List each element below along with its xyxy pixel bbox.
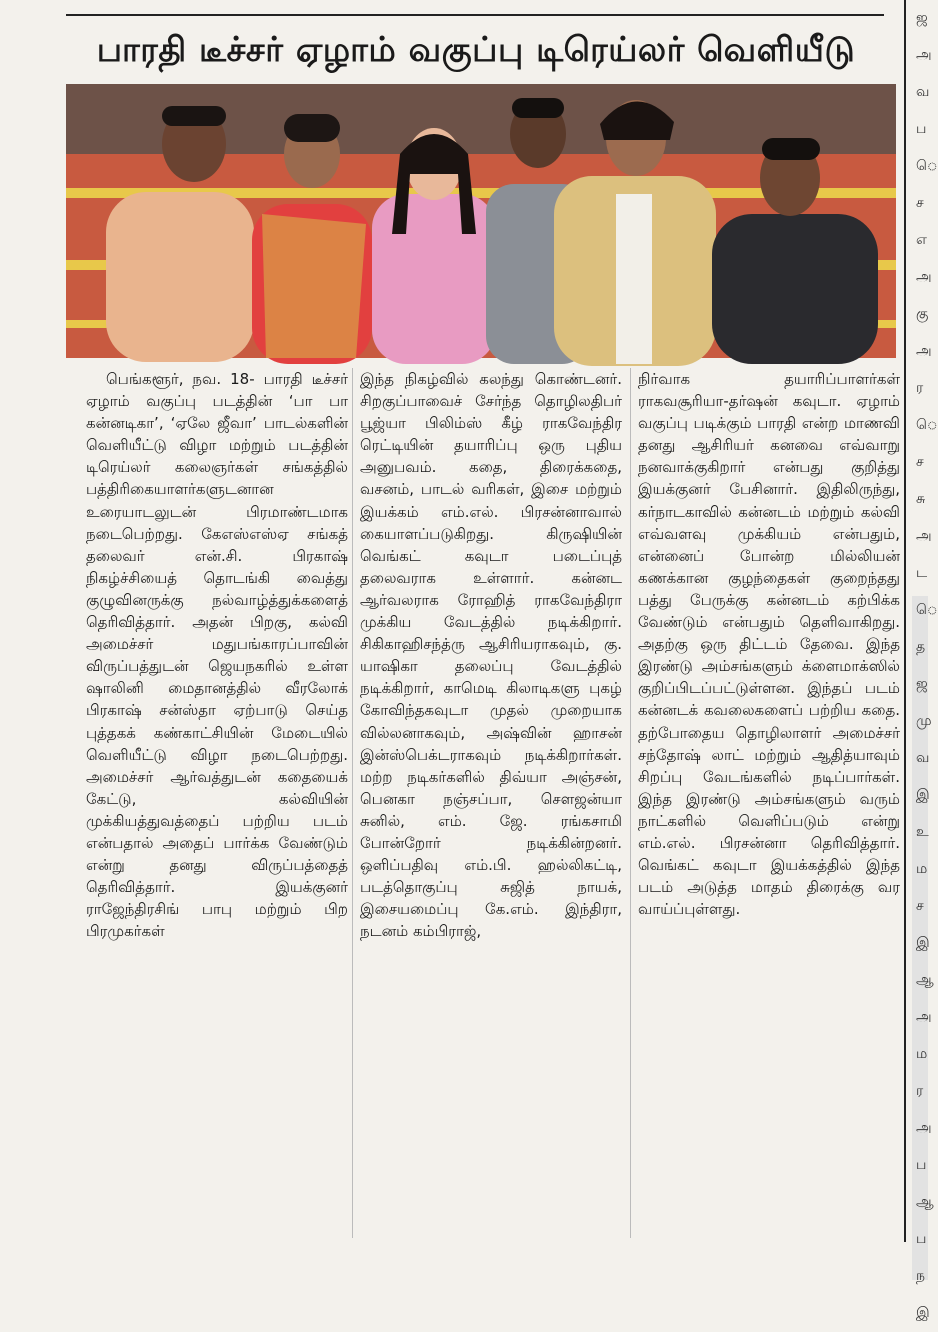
neighbor-column-text: ஜ அ வ ப ெ ச எ அ கு அ ர ெ ச சு அ ட ெ த ஜ மு வ இ உ ம ச இ ஆ அ ம ர அ ப ஆ ப ந இ bbox=[916, 10, 938, 1321]
article-column-1-text: பெங்களூர், நவ. 18- பாரதி டீச்சர் ஏழாம் வகுப்பு படத்தின் ‘பா பா கன்னடிகா’, ‘ஏலே ஜீவா’ பாடல்களின் வெளியீட்டு விழா மற்றும் படத்தின் டிரெய்லர் கலைஞர்கள் சங்கத்தில் பத்திரிகையாளர்களுடனான உரையாடலுடன் பிரமாண்டமாக நடைபெற்றது. கேஎஸ்எஸ்ஏ சங்கத் தலைவர் என்.சி. பிரகாஷ் நிகழ்ச்சியைத் தொடங்கி வைத்து குழுவினருக்கு நல்வாழ்த்துக்களைத் தெரிவித்தார். அதன் பிறகு, கல்வி அமைச்சர் மதுபங்காரப்பாவின் விருப்பத்துடன் ஜெயநகரில் உள்ள ஷாலினி மைதானத்தில் வீரலோக் பிரகாஷ் சன்ஸ்தா ஏற்பாடு செய்த புத்தகக் கண்காட்சியின் மேடையில் வெளியீட்டு விழா நடைபெற்றது. அமைச்சர் ஆர்வத்துடன் கதையைக் கேட்டு, கல்வியின் முக்கியத்துவத்தைப் பற்றிய படம் என்பதால் அதைப் பார்க்க வேண்டும் என்று தனது விருப்பத்தைத் தெரிவித்தார். இயக்குனர் ராஜேந்திரசிங் பாபு மற்றும் பிற பிரமுகர்கள் bbox=[86, 370, 348, 941]
article-photo bbox=[66, 84, 896, 358]
column-divider bbox=[630, 368, 631, 1238]
article-column-2 bbox=[360, 368, 622, 1248]
neighbor-column-rule bbox=[904, 0, 906, 1242]
article-column-1 bbox=[86, 368, 348, 1248]
column-divider bbox=[352, 368, 353, 1238]
article-column-3 bbox=[638, 368, 900, 1248]
article-body bbox=[66, 368, 900, 1248]
headline: பாரதி டீச்சர் ஏழாம் வகுப்பு டிரெய்லர் வெளியீடு bbox=[96, 30, 856, 70]
top-rule bbox=[66, 14, 884, 16]
group-photo-illustration bbox=[66, 84, 896, 358]
article-column-2-text: இந்த நிகழ்வில் கலந்து கொண்டனர். சிறகுப்பாவைச் சேர்ந்த தொழிலதிபர் பூஜ்யா பிலிம்ஸ் கீழ் ராகவேந்திர ரெட்டியின் தயாரிப்பு ஒரு புதிய அனுபவம். கதை, திரைக்கதை, வசனம், பாடல் வரிகள், இசை மற்றும் இயக்கம் எம்.எல். பிரசன்னாவால் கையாளப்படுகிறது. கிருஷியின் வெங்கட் கவுடா படைப்புத் தலைவராக உள்ளார். கன்னட ஆர்வலராக ரோஹித் ராகவேந்திரா முக்கிய வேடத்தில் நடிக்கிறார். சிகிகாஹிசந்த்ரு ஆசிரியராகவும், கு. யாஷிகா தலைப்பு வேடத்தில் நடிக்கிறார், காமெடி கிலாடிகளு புகழ் கோவிந்தகவுடா முதல் முறையாக வில்லனாகவும், அஷ்வின் ஹாசன் இன்ஸ்பெக்டராகவும் நடிக்கிறார்கள். மற்ற நடிகர்களில் திவ்யா அஞ்சன், பெனகா நஞ்சப்பா, சௌஜன்யா சுனில், எம். ஜே. ரங்கசாமி போன்றோர் நடிக்கின்றனர். ஒளிப்பதிவு எம்.பி. ஹல்லிகட்டி, படத்தொகுப்பு சுஜித் நாயக், இசையமைப்பு கே.எம். இந்திரா, நடனம் கம்பிராஜ், bbox=[360, 370, 622, 941]
article-column-3-text: நிர்வாக தயாரிப்பாளர்கள் ராகவசூரியா-தர்ஷன் கவுடா. ஏழாம் வகுப்பு படிக்கும் பாரதி என்ற மாணவி தனது ஆசிரியர் கனவை எவ்வாறு நனவாக்குகிறார் என்பது குறித்து இயக்குனர் பேசினார். இதிலிருந்து, கர்நாடகாவில் கன்னடம் மற்றும் கல்வி எவ்வளவு முக்கியம் என்பதும், என்னைப் போன்ற மில்லியன் கணக்கான குழந்தைகள் குறைந்தது பத்து பேருக்கு கன்னடம் கற்பிக்க வேண்டும் என்பதும் தெளிவாகிறது. அதற்கு ஒரு திட்டம் தேவை. இந்த இரண்டு அம்சங்களும் க்ளைமாக்ஸில் குறிப்பிடப்பட்டுள்ளன. இந்தப் படம் கன்னடக் கவலைகளைப் பற்றிய கதை. தற்போதைய தொழிலாளர் அமைச்சர் சந்தோஷ் லாட் மற்றும் ஆதித்யாவும் சிறப்பு வேடங்களில் நடிப்பார்கள். இந்த இரண்டு அம்சங்களும் வரும் நாட்களில் வெளிப்படும் என்று எம்.எல். பிரசன்னா தெரிவித்தார். வெங்கட் கவுடா இயக்கத்தில் இந்த படம் அடுத்த மாதம் திரைக்கு வர வாய்ப்புள்ளது. bbox=[638, 370, 900, 919]
